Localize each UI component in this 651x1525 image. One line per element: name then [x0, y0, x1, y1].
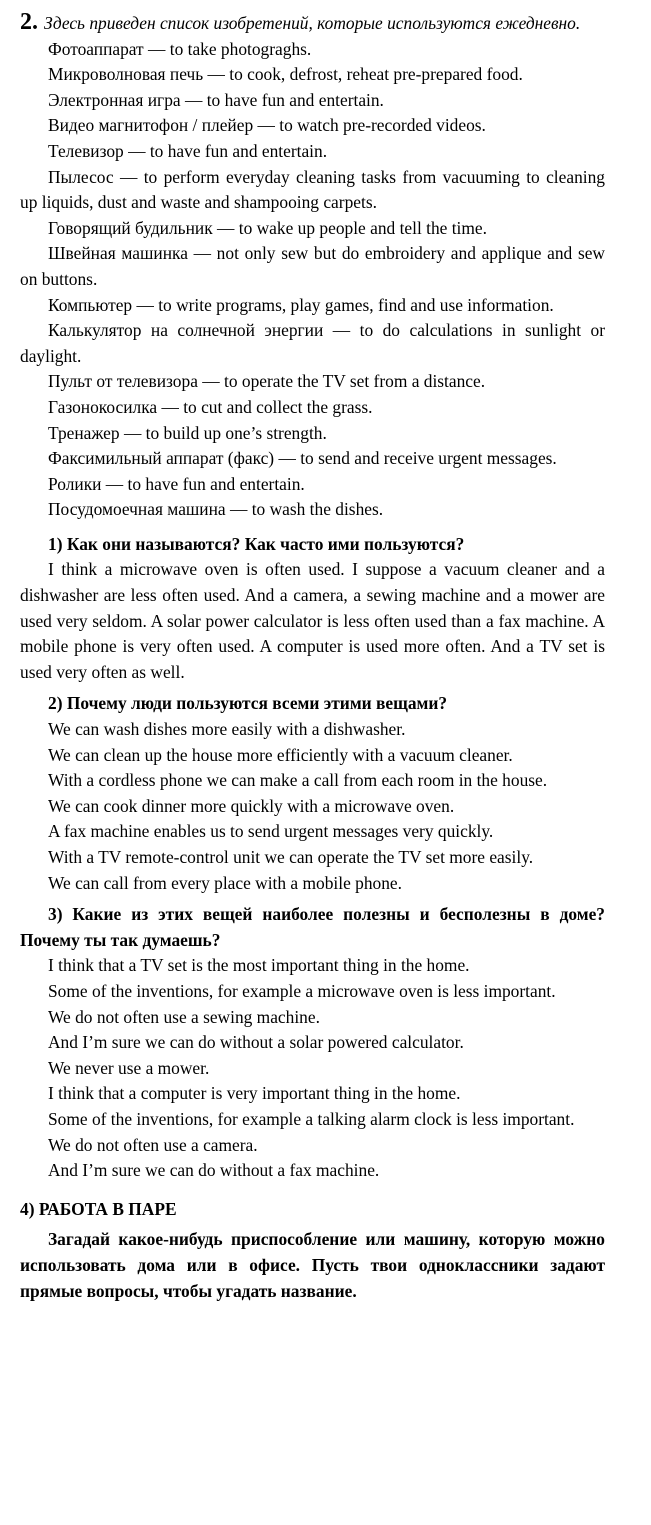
invention-item: Калькулятор на солнечной энергии — to do calculations in sunlight or daylight.: [20, 320, 605, 366]
answer-line: We can cook dinner more quickly with a microwave oven.: [48, 795, 455, 816]
answer-line: And I’m sure we can do without a fax machine.: [48, 1160, 380, 1181]
question-3-title: 3) Какие из этих вещей наиболее полезны и бесполезны в доме? Почему ты так думаешь?: [20, 904, 605, 950]
answer-line: With a cordless phone we can make a call from each room in the house.: [48, 770, 548, 791]
question-1-title: 1) Как они называются? Как часто ими пользуются?: [48, 533, 465, 554]
invention-item: Фотоаппарат — to take photograghs.: [48, 38, 312, 59]
exercise-heading: [20, 10, 605, 37]
question-2-section: [20, 691, 605, 896]
question-1-section: [20, 532, 605, 686]
invention-item: Пульт от телевизора — to operate the TV set from a distance.: [48, 371, 486, 392]
inventions-list: [20, 37, 605, 523]
invention-item: Видео магнитофон / плейер — to watch pre-recorded videos.: [48, 115, 486, 136]
answer-line: And I’m sure we can do without a solar powered calculator.: [48, 1032, 464, 1053]
answer-line: Some of the inventions, for example a microwave oven is less important.: [48, 980, 556, 1001]
invention-item: Тренажер — to build up one’s strength.: [48, 422, 327, 443]
question-4-section: [20, 1197, 605, 1304]
invention-item: Газонокосилка — to cut and collect the grass.: [48, 396, 373, 417]
invention-item: Электронная игра — to have fun and entertain.: [48, 89, 384, 110]
answer-line: A fax machine enables us to send urgent messages very quickly.: [48, 821, 494, 842]
question-2-title: 2) Почему люди пользуются всеми этими вещами?: [48, 693, 448, 714]
question-1-answer: I think a microwave oven is often used. I suppose a vacuum cleaner and a dishwasher are less often used. And a camera, a sewing machine and a mower are used very seldom. A solar power calculator is less often used than a fax machine. A mobile phone is very often used. A computer is used more often. And a TV set is used very often as well.: [20, 559, 605, 682]
answer-line: We do not often use a camera.: [48, 1134, 258, 1155]
exercise-intro: Здесь приведен список изобретений, которые используются ежедневно.: [44, 13, 581, 33]
answer-line: We can call from every place with a mobile phone.: [48, 872, 402, 893]
invention-item: Пылесос — to perform everyday cleaning tasks from vacuuming to cleaning up liquids, dust and waste and shampooing carpets.: [20, 166, 605, 213]
answer-line: We can clean up the house more efficiently with a vacuum cleaner.: [48, 744, 513, 765]
invention-item: Ролики — to have fun and entertain.: [48, 473, 305, 494]
invention-item: Говорящий будильник — to wake up people and tell the time.: [48, 217, 487, 238]
answer-line: Some of the inventions, for example a talking alarm clock is less important.: [48, 1108, 575, 1129]
answer-line: I think that a computer is very important thing in the home.: [48, 1083, 461, 1104]
question-4-task: Загадай какое-нибудь приспособление или машину, которую можно использовать дома или в офисе. Пусть твои одноклассники задают прямые вопросы, чтобы угадать название.: [20, 1229, 605, 1301]
answer-line: We do not often use a sewing machine.: [48, 1006, 320, 1027]
answer-line: I think that a TV set is the most important thing in the home.: [48, 955, 470, 976]
answer-line: We never use a mower.: [48, 1057, 210, 1078]
invention-item: Микроволновая печь — to cook, defrost, reheat pre-prepared food.: [48, 64, 523, 85]
invention-item: Посудомоечная машина — to wash the dishes.: [48, 499, 384, 520]
invention-item: Швейная машинка — not only sew but do embroidery and applique and sew on buttons.: [20, 243, 605, 289]
answer-line: With a TV remote-control unit we can operate the TV set more easily.: [48, 847, 534, 867]
question-4-title: 4) РАБОТА В ПАРЕ: [20, 1198, 177, 1219]
invention-item: Компьютер — to write programs, play games, find and use information.: [48, 294, 554, 315]
invention-item: Факсимильный аппарат (факс) — to send and receive urgent messages.: [48, 448, 557, 469]
exercise-number: 2.: [20, 9, 38, 35]
question-3-section: [20, 902, 605, 1184]
answer-line: We can wash dishes more easily with a dishwasher.: [48, 719, 406, 740]
invention-item: Телевизор — to have fun and entertain.: [48, 140, 328, 161]
